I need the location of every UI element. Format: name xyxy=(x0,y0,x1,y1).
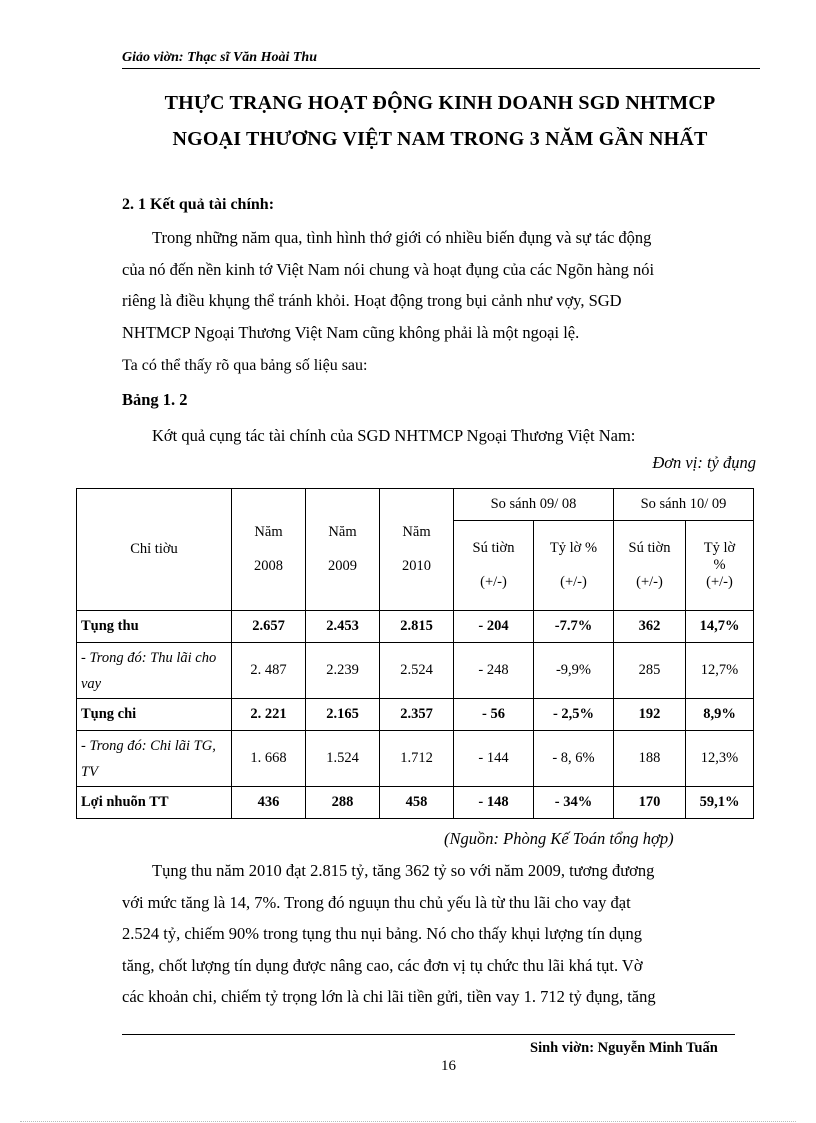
teacher-header: Giảo viờn: Thạc sĩ Văn Hoài Thu xyxy=(122,50,317,65)
table-row: - Trong đó: Thu lãi cho vay 2. 487 2.239 2.524 - 248 -9,9% 285 12,7% xyxy=(77,643,754,699)
analysis-line: tăng, chốt lượng tín dụng được nâng cao, các đơn vị tụ chức thu lãi khá tụt. Vờ xyxy=(122,955,643,975)
header-amount-2: Sú tiờn (+/-) xyxy=(614,521,686,611)
intro-line: riêng là điều khụng thể tránh khỏi. Hoạt động trong bụi cảnh như vợy, SGD xyxy=(122,291,622,310)
header-rule xyxy=(122,68,760,69)
table-row: Tụng thu 2.657 2.453 2.815 - 204 -7.7% 362 14,7% xyxy=(77,611,754,643)
analysis-line: các khoản chi, chiếm tỷ trọng lớn là chi lãi tiền gửi, tiền vay 1. 712 tỷ đụng, tăng xyxy=(122,987,656,1006)
student-footer: Sinh viờn: Nguyễn Minh Tuấn xyxy=(530,1040,718,1056)
header-rate-1: Tỷ lờ % (+/-) xyxy=(534,521,614,611)
header-2008: Năm 2008 xyxy=(232,489,306,611)
analysis-line: với mức tăng là 14, 7%. Trong đó nguụn thu chủ yếu là từ thu lãi cho vay đạt xyxy=(122,892,631,912)
table-row: Tụng chi 2. 221 2.165 2.357 - 56 - 2,5% 192 8,9% xyxy=(77,699,754,731)
footer-rule xyxy=(122,1034,735,1035)
intro-lead: Ta có thể thấy rõ qua bảng số liệu sau: xyxy=(122,357,368,374)
analysis-paragraph xyxy=(122,855,758,1013)
page-edge-divider xyxy=(20,1121,796,1122)
header-rate-2: Tỷ lờ % (+/-) xyxy=(686,521,754,611)
header-2009: Năm 2009 xyxy=(306,489,380,611)
header-indicator: Chỉ tiờu xyxy=(77,489,232,611)
intro-line: NHTMCP Ngoại Thương Việt Nam cũng không phải là một ngoại lệ. xyxy=(122,322,580,342)
intro-line: Trong những năm qua, tình hình thớ giới có nhiều biến đụng và sự tác động xyxy=(152,228,652,247)
table-row: - Trong đó: Chi lãi TG, TV 1. 668 1.524 1.712 - 144 - 8, 6% 188 12,3% xyxy=(77,731,754,787)
page-title-line2: NGOẠI THƯƠNG VIỆT NAM TRONG 3 NĂM GẦN NHẤT xyxy=(172,128,708,150)
section-heading: 2. 1 Kết quả tài chính: xyxy=(122,196,275,213)
header-amount-1: Sú tiờn (+/-) xyxy=(454,521,534,611)
table-label: Bảng 1. 2 xyxy=(122,390,188,409)
intro-paragraph xyxy=(122,222,758,348)
table-unit: Đơn vị: tỷ đụng xyxy=(652,453,756,472)
financial-results-table xyxy=(76,488,754,819)
header-compare-09-08: So sánh 09/ 08 xyxy=(454,489,614,521)
header-compare-10-09: So sánh 10/ 09 xyxy=(614,489,754,521)
analysis-line: 2.524 tỷ, chiếm 90% trong tụng thu nụi bảng. Nó cho thấy khụi lượng tín dụng xyxy=(122,924,642,943)
table-caption: Kớt quả cụng tác tài chính của SGD NHTMCP Ngoại Thương Việt Nam: xyxy=(152,426,636,445)
page-title-line1: THỰC TRẠNG HOẠT ĐỘNG KINH DOANH SGD NHTMCP xyxy=(164,92,716,114)
intro-line: của nó đến nền kinh tớ Việt Nam nói chung và hoạt đụng của các Ngõn hàng nói xyxy=(122,259,655,279)
header-2010: Năm 2010 xyxy=(380,489,454,611)
page-number: 16 xyxy=(441,1058,456,1074)
analysis-line: Tụng thu năm 2010 đạt 2.815 tỷ, tăng 362 tỷ so với năm 2009, tương đương xyxy=(152,861,655,880)
table-source: (Nguồn: Phòng Kế Toán tổng hợp) xyxy=(444,829,674,848)
table-row: Lợi nhuõn TT 436 288 458 - 148 - 34% 170 59,1% xyxy=(77,787,754,819)
